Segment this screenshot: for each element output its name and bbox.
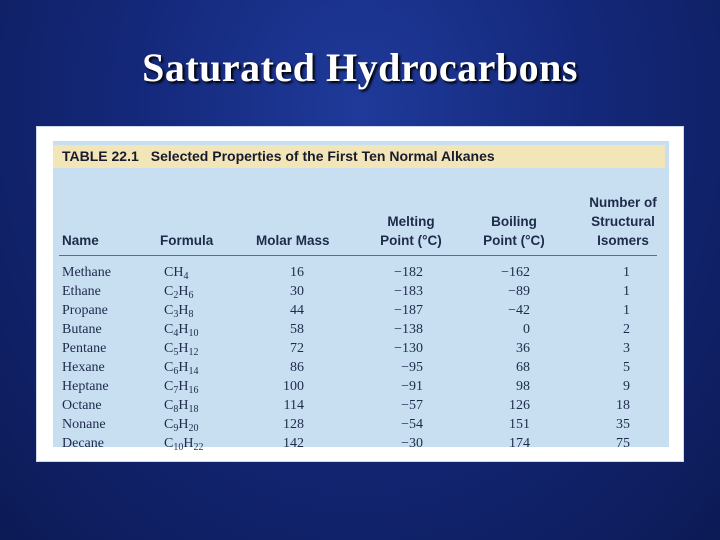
cell-name: Pentane <box>62 341 107 356</box>
cell-isomers: 1 <box>623 284 630 299</box>
cell-melting-point: −57 <box>401 398 423 413</box>
cell-name: Ethane <box>62 284 101 299</box>
cell-molar-mass: 16 <box>290 265 304 280</box>
cell-name: Octane <box>62 398 102 413</box>
cell-boiling-point: 0 <box>523 322 530 337</box>
header-boiling-point <box>474 212 554 250</box>
cell-molar-mass: 72 <box>290 341 304 356</box>
table-row <box>53 434 669 453</box>
header-isomers-line3: Isomers <box>597 233 649 248</box>
cell-melting-point: −138 <box>394 322 423 337</box>
cell-molar-mass: 44 <box>290 303 304 318</box>
header-formula: Formula <box>160 233 214 248</box>
table-caption <box>53 145 665 168</box>
cell-molar-mass: 30 <box>290 284 304 299</box>
cell-formula: $C_9H_{20}$ <box>164 417 199 434</box>
cell-boiling-point: 126 <box>509 398 530 413</box>
cell-melting-point: −91 <box>401 379 423 394</box>
cell-melting-point: −183 <box>394 284 423 299</box>
cell-formula: $C_8H_{18}$ <box>164 398 199 415</box>
table-row <box>53 320 669 339</box>
cell-melting-point: −95 <box>401 360 423 375</box>
header-isomers <box>583 193 663 250</box>
cell-name: Butane <box>62 322 102 337</box>
header-boiling-line2: Point (°C) <box>483 233 545 248</box>
cell-melting-point: −54 <box>401 417 423 432</box>
table-row <box>53 282 669 301</box>
cell-melting-point: −30 <box>401 436 423 451</box>
cell-isomers: 5 <box>623 360 630 375</box>
table-label: TABLE 22.1 <box>62 148 139 164</box>
table-row <box>53 301 669 320</box>
cell-name: Decane <box>62 436 104 451</box>
table-row <box>53 415 669 434</box>
cell-molar-mass: 142 <box>283 436 304 451</box>
table-row <box>53 339 669 358</box>
cell-name: Hexane <box>62 360 105 375</box>
cell-molar-mass: 100 <box>283 379 304 394</box>
cell-molar-mass: 128 <box>283 417 304 432</box>
cell-name: Heptane <box>62 379 109 394</box>
cell-boiling-point: 174 <box>509 436 530 451</box>
cell-molar-mass: 86 <box>290 360 304 375</box>
header-isomers-line1: Number of <box>589 195 657 210</box>
header-boiling-line1: Boiling <box>491 214 537 229</box>
cell-isomers: 75 <box>616 436 630 451</box>
cell-formula: $C_3H_8$ <box>164 303 194 320</box>
cell-boiling-point: 36 <box>516 341 530 356</box>
cell-molar-mass: 114 <box>283 398 304 413</box>
cell-formula: $C_5H_{12}$ <box>164 341 199 358</box>
cell-boiling-point: 68 <box>516 360 530 375</box>
table-row <box>53 358 669 377</box>
cell-formula: $C_4H_{10}$ <box>164 322 199 339</box>
cell-melting-point: −187 <box>394 303 423 318</box>
header-molar-mass: Molar Mass <box>256 233 330 248</box>
cell-formula: $C_{10}H_{22}$ <box>164 436 204 453</box>
table-caption-text: Selected Properties of the First Ten Normal Alkanes <box>150 148 495 164</box>
cell-isomers: 1 <box>623 303 630 318</box>
cell-formula: $CH_4$ <box>164 265 189 282</box>
table-row <box>53 377 669 396</box>
header-divider <box>59 255 657 256</box>
cell-melting-point: −182 <box>394 265 423 280</box>
table-panel <box>53 141 669 453</box>
cell-boiling-point: −162 <box>501 265 530 280</box>
header-melting-point <box>371 212 451 250</box>
cell-boiling-point: −42 <box>508 303 530 318</box>
cell-boiling-point: −89 <box>508 284 530 299</box>
cell-formula: $C_7H_{16}$ <box>164 379 199 396</box>
cell-isomers: 3 <box>623 341 630 356</box>
cell-formula: $C_6H_{14}$ <box>164 360 199 377</box>
cell-boiling-point: 98 <box>516 379 530 394</box>
cell-name: Methane <box>62 265 111 280</box>
cell-molar-mass: 58 <box>290 322 304 337</box>
table-row <box>53 396 669 415</box>
cell-isomers: 18 <box>616 398 630 413</box>
cell-isomers: 35 <box>616 417 630 432</box>
header-melting-line2: Point (°C) <box>380 233 442 248</box>
header-isomers-line2: Structural <box>591 214 655 229</box>
cell-isomers: 1 <box>623 265 630 280</box>
cell-isomers: 2 <box>623 322 630 337</box>
table-figure <box>36 126 684 462</box>
cell-name: Nonane <box>62 417 106 432</box>
cell-isomers: 9 <box>623 379 630 394</box>
cell-name: Propane <box>62 303 108 318</box>
table-body <box>53 263 669 453</box>
cell-formula: $C_2H_6$ <box>164 284 194 301</box>
header-name: Name <box>62 233 99 248</box>
cell-boiling-point: 151 <box>509 417 530 432</box>
slide-title: Saturated Hydrocarbons <box>142 45 578 90</box>
table-row <box>53 263 669 282</box>
header-melting-line1: Melting <box>387 214 435 229</box>
cell-melting-point: −130 <box>394 341 423 356</box>
